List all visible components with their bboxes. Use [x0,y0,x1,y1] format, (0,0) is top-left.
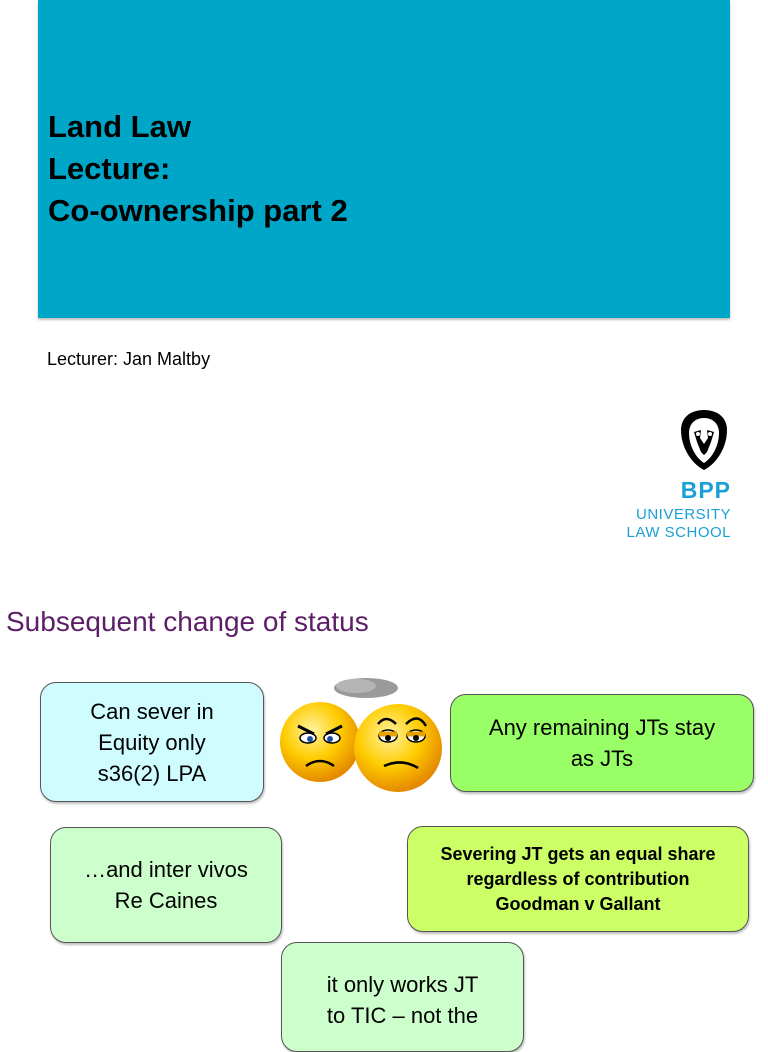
bpp-logo [620,408,735,548]
logo-line-law-school: LAW SCHOOL [626,524,731,541]
box-line: Any remaining JTs stay [488,715,716,740]
box-line: s36(2) LPA [97,760,207,786]
box-sever-in-equity [40,682,264,802]
lion-head-icon [678,408,730,472]
box-line: it only works JT [326,972,479,997]
title-line: Land Law [48,109,191,144]
box-line: to TIC – not the [326,1003,479,1028]
box-line: Severing JT gets an equal share [440,843,716,864]
logo-name: BPP [680,477,731,503]
box-remaining-jts [450,694,754,792]
box-line: …and inter vivos [84,857,248,882]
box-jt-to-tic [281,942,524,1052]
section-title: Subsequent change of status [6,606,369,637]
box-inter-vivos [50,827,282,943]
lecturer-name: Lecturer: Jan Maltby [47,349,211,369]
logo-line-university: UNIVERSITY [635,506,731,523]
box-line: regardless of contribution [466,868,690,889]
title-line: Lecture: [48,151,171,186]
box-line: Equity only [98,729,206,755]
box-equal-share [407,826,749,932]
box-line: Re Caines [114,888,218,913]
box-line: as JTs [570,746,634,771]
box-line: Goodman v Gallant [495,893,661,914]
angry-faces-icon [278,674,448,796]
box-line: Can sever in [90,698,214,724]
title-line: Co-ownership part 2 [48,193,348,228]
lecture-title [48,106,348,232]
